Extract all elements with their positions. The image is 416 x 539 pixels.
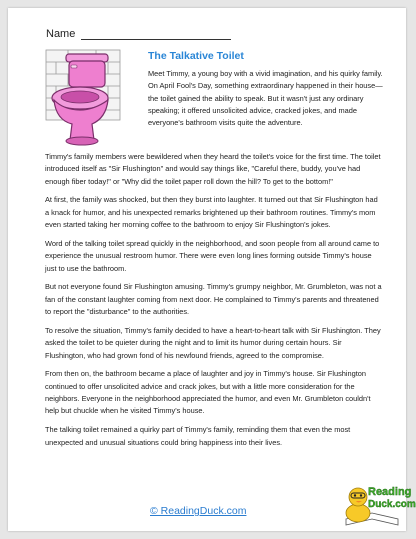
worksheet-page	[8, 8, 416, 531]
readingduck-link[interactable]: © ReadingDuck.com	[150, 505, 247, 517]
name-field	[46, 28, 231, 40]
name-label: Name	[46, 28, 76, 40]
story-title: The Talkative Toilet	[148, 50, 244, 62]
story-paragraph: To resolve the situation, Timmy's family decided to have a heart-to-heart talk with Sir Flushington. They asked the toilet to be quieter during the night and to limit its humor during certain hours. Sir Flushington, who had grown fond of his newfound friends, agreed to the compromise.	[45, 325, 381, 360]
story-paragraph: The talking toilet remained a quirky part of Timmy's family, reminding them that even the most unexpected and unusual situations could bring happiness into their lives.	[45, 425, 351, 447]
story-paragraph: But not everyone found Sir Flushington amusing. Timmy's grumpy neighbor, Mr. Grumbleton, was not a fan of the constant laughter coming from next door. He complained to Timmy's parents and threatened to report the "disturbance" to the authorities.	[45, 282, 382, 317]
duck-icon	[346, 488, 370, 522]
story-paragraph: From then on, the bathroom became a place of laughter and joy in Timmy's house. Sir Flushington continued to offer unsolicited advice and crack jokes, but with a little more consideration for the neighbors. Everyone in the neighborhood appreciated the humor, and even Mr. Grumbleton couldn't help but chuckle when he visited Timmy's house.	[45, 369, 371, 416]
logo-text-duck: Duck.com	[368, 499, 416, 510]
name-blank-line[interactable]	[81, 29, 231, 40]
story-paragraph: Word of the talking toilet spread quickly in the neighborhood, and soon people from all around came to experience the unusual restroom humor. There were even long lines forming outside Timmy's house just to use the bathroom.	[45, 238, 380, 273]
reading-duck-logo	[338, 473, 416, 531]
logo-text-reading: Reading	[368, 486, 412, 498]
story-paragraph: Timmy's family members were bewildered when they heard the toilet's voice for the first time. The toilet introduced itself as "Sir Flushington" and would say things like, "Careful there, buddy, you've had enough fiber today!" or "Why did the toilet paper roll down the hill? To get to the bottom!"	[45, 152, 381, 186]
pink-toilet-illustration	[38, 48, 128, 152]
story-paragraph: At first, the family was shocked, but then they burst into laughter. It turned out that Sir Flushington had a knack for humor, and his unexpected remarks brightened up their bathroom routines. Timmy's mom even started taking her morning coffee to the bathroom to enjoy Sir Flushington's jokes.	[45, 195, 378, 230]
toilet-tank	[66, 54, 108, 87]
lead-paragraph: Meet Timmy, a young boy with a vivid imagination, and his quirky family. On April Fool's Day, something extraordinary happened in their house—the toilet gained the ability to speak. But it wasn't just any ordinary speaking; it offered unsolicited advice, cracked jokes, and made everyone's bathroom visits quite the adventure.	[148, 69, 383, 128]
story-body	[45, 151, 383, 455]
